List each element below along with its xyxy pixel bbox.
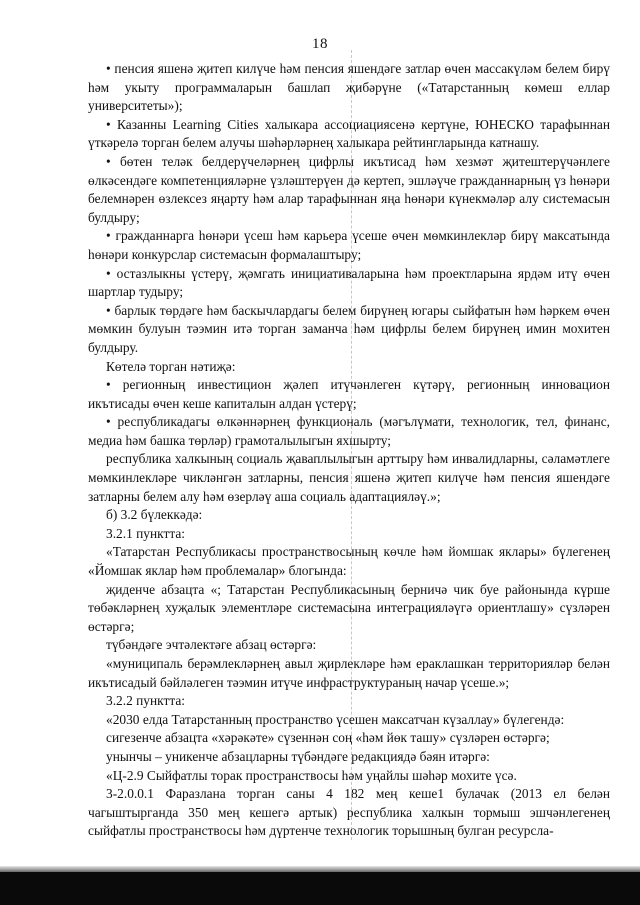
paragraph: • Казанны Learning Cities халыкара ассоциациясенә кертүне, ЮНЕСКО тарафыннан үткәрелә торган белем алучы шәһәрләрнең халыкара рейтингларында катнашу. bbox=[88, 116, 610, 151]
paragraph: җиденче абзацта «; Татарстан Республикасының берничә чик буе районында күрше төбәкләрнең хуҗалык элементләре системасына интеграцияләүгә ориентлашу» сүзләрен өстәргә; bbox=[88, 581, 610, 634]
paragraph: республика халкының социаль җаваплылыгын арттыру һәм инвалидларны, сәламәтлеге мөмкинлекләре чикләнгән затларны, пенсия яшенә җитеп килүче һәм пенсия яшендәге затларны белем алу һәм өзерләү аша социаль адаптацияләү.»; bbox=[88, 451, 610, 504]
scan-bottom-edge bbox=[0, 872, 640, 905]
paragraph: «муниципаль берәмлекләрнең авыл җирлекләре һәм ераклашкан территорияләр белән икътисадый бәйләлеген тәэмин итүче инфраструктураның начар үсеше.»; bbox=[88, 656, 610, 690]
paragraph: сигезенче абзацта «хәрәкәте» сүзеннән соң «һәм йөк ташу» сүзләрен өстәргә; bbox=[106, 730, 550, 746]
paragraph: «Татарстан Республикасы пространствосының көчле һәм йомшак яклары» бүлегенең «Йомшак яклар һәм проблемалар» блогында: bbox=[88, 544, 610, 579]
paragraph: 3.2.1 пунктта: bbox=[106, 525, 186, 541]
paragraph: • пенсия яшенә җитеп килүче һәм пенсия яшендәге затлар өчен массакүләм белем бирү һәм укыту программаларын башлап җибәрүне («Татарстанның көмеш еллар университеты»); bbox=[88, 61, 610, 114]
paragraph: унынчы – уникенче абзацларны түбәндәге редакциядә бәян итәргә: bbox=[106, 748, 490, 764]
paragraph: • республикадагы өлкәннәрнең функциональ (мәгълүмати, технологик, тел, финанс, медиа һәм башка төрләр) грамоталылыгын яхшырту; bbox=[88, 414, 610, 448]
paragraph: «2030 елда Татарстанның пространство үсешен максатчан күзаллау» бүлегендә: bbox=[106, 711, 565, 727]
paragraph: 3.2.2 пунктта: bbox=[106, 693, 186, 709]
paragraph: 3-2.0.0.1 Фаразлана торган саны 4 182 мең кеше1 булачак (2013 ел белән чагыштырганда 350 мең кешегә артык) республика халкын тормыш эшчәнлегенең сыйфатлы пространствосы һәм дүртенче технологик торышның булган ресурсла- bbox=[88, 786, 610, 839]
paragraph: • бөтен теләк белдерүчеләрнең цифрлы икътисад һәм хезмәт җитештерүчәнлеге өлкәсендәге компетенцияләрне үзләштерүен дә кертеп, эшләүче гражданнарның үз һөнәри белемнәрен өзлексез яңарту һәм алар тарафыннан яңа һөнәри күнекмәләр алу системасын булдыру; bbox=[88, 153, 610, 225]
page-body bbox=[88, 60, 610, 841]
paragraph: • гражданнарга һөнәри үсеш һәм карьера үсеше өчен мөмкинлекләр бирү максатында һөнәри конкурслар системасын формалаштыру; bbox=[88, 228, 610, 262]
paragraph: • регионның инвестицион җәлеп итүчәнлеген күтәрү, регионның инновацион икътисады өчен кеше капиталын алдан үстерү; bbox=[88, 377, 610, 411]
page-number: 18 bbox=[312, 36, 328, 52]
paragraph: Көтелә торган нәтиҗә: bbox=[106, 358, 236, 374]
paragraph: б) 3.2 бүлеккәдә: bbox=[106, 507, 203, 523]
paragraph: түбәндәге эчтәлектәге абзац өстәргә: bbox=[106, 637, 317, 653]
paragraph: «Ц-2.9 Сыйфатлы торак пространствосы һәм уңайлы шәһәр мохите үсә. bbox=[106, 767, 517, 783]
paragraph: • остазлыкны үстерү, җәмгать инициативаларына һәм проектларына ярдәм итү өчен шартлар тудыру; bbox=[88, 265, 610, 300]
paragraph: • барлык төрдәге һәм баскычлардагы белем бирүнең югары сыйфатын һәм һәркем өчен мөмкин булуын тәэмин итә торган заманча һәм цифрлы белем бирүнең имин мохитен булдыру. bbox=[88, 302, 610, 355]
